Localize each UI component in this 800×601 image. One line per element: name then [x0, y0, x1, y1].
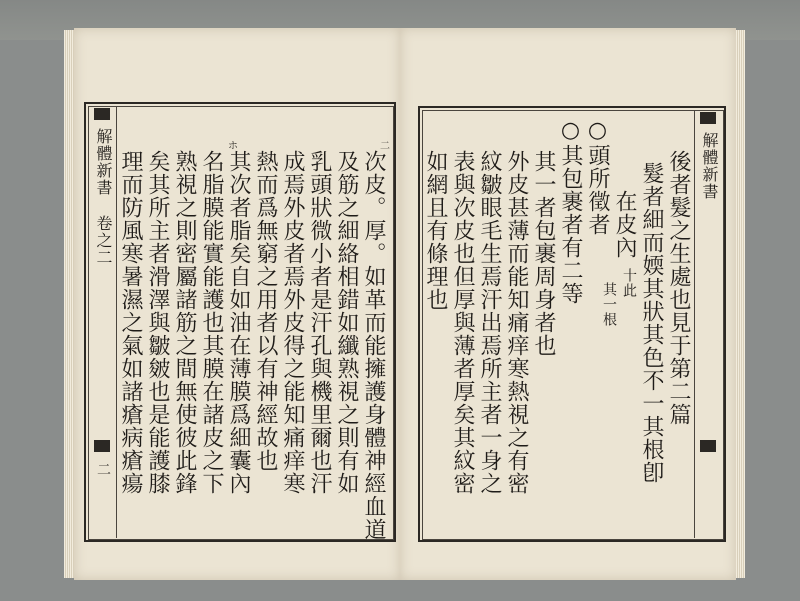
small-annotation: 十此 [621, 268, 637, 298]
corner-mark-right: 二 [380, 141, 390, 152]
folio-number: 二 [95, 462, 111, 477]
text-column: 髮者細而媆其狀其色不一其根卽 [639, 162, 664, 484]
text-column: 其次者脂矣自如油在薄膜爲細囊內 [226, 150, 251, 495]
small-annotation: 其一根 [601, 282, 617, 327]
text-column: 乳頭狀微小者是汗孔與機里爾也汗 [307, 150, 332, 495]
book-page-edges-right [736, 30, 745, 578]
margin-volume: 卷之二 [94, 215, 113, 266]
text-column: 在皮內 [612, 190, 637, 259]
text-column: 表與次皮也但厚與薄者厚矣其紋密 [450, 150, 475, 495]
text-column: 外皮甚薄而能知痛痒寒熱視之有密 [504, 150, 529, 495]
fishtail-mark-bottom-icon [94, 440, 110, 452]
text-column: 熟視之則密屬諸筋之間無使彼此鋒 [172, 150, 197, 495]
book-page-edges-left [64, 30, 74, 578]
text-column: 理而防風寒暑濕之氣如諸瘡病瘡瘍 [118, 150, 143, 495]
text-column: 熱而爲無窮之用者以有神經故也 [253, 150, 278, 472]
text-column: 及筋之細絡相錯如纖熟視之則有如 [334, 150, 359, 495]
text-column: 名脂膜能實能護也其膜在諸皮之下 [199, 150, 224, 495]
text-column: ○頭所徵者 [585, 118, 610, 236]
fishtail-mark-top-icon [700, 112, 716, 124]
margin-title-right: 解體新書 [700, 132, 719, 200]
text-column: 成焉外皮者焉外皮得之能知痛痒寒 [280, 150, 305, 495]
fishtail-mark-top-icon [94, 108, 110, 120]
margin-title: 解體新書 [94, 128, 113, 196]
corner-mark-left: ホ [228, 141, 238, 152]
text-column: 次皮。厚。如革而能擁護身體神經血道 [361, 150, 386, 541]
fishtail-mark-bottom-icon [700, 440, 716, 452]
text-column: ○其包裹者有二等 [558, 118, 583, 305]
text-column: 後者髮之生處也見于第二篇 [666, 150, 691, 426]
text-column: 矣其所主者滑澤與皺皴也是能護膝 [145, 150, 170, 495]
text-column: 如網且有條理也 [423, 150, 448, 311]
text-column: 其一者包裹周身者也 [531, 150, 556, 357]
text-column: 紋皺眼毛生焉汗出焉所主者一身之 [477, 150, 502, 495]
